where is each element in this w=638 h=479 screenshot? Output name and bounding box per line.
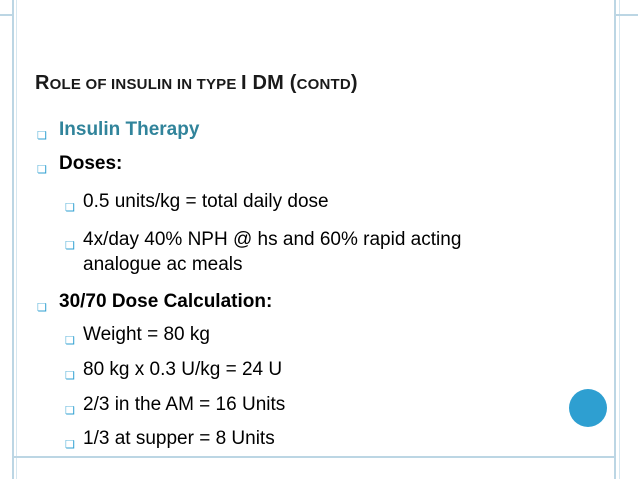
bullet-text: 2/3 in the AM = 16 Units [83, 394, 286, 415]
decorative-circle [569, 389, 607, 427]
bullet-text: 80 kg x 0.3 U/kg = 24 U [83, 359, 283, 380]
square-bullet-icon: ❏ [65, 202, 75, 214]
bullet-text: 4x/day 40% NPH @ hs and 60% rapid acting [83, 229, 462, 250]
frame-line-left-inner [16, 0, 17, 479]
frame-line-right-inner [619, 0, 620, 479]
square-bullet-icon: ❏ [65, 439, 75, 451]
bullet-text: 0.5 units/kg = total daily dose [83, 191, 329, 212]
bullet-text: Insulin Therapy [59, 119, 200, 140]
square-bullet-icon: ❏ [65, 335, 75, 347]
frame-line-top-right [614, 14, 638, 16]
bullet-text: 1/3 at supper = 8 Units [83, 428, 275, 449]
square-bullet-icon: ❏ [37, 130, 47, 142]
slide-title [35, 72, 358, 95]
title-part: R [35, 72, 50, 94]
square-bullet-icon: ❏ [65, 240, 75, 252]
title-part: CONTD [296, 76, 351, 93]
bullet-text: Doses: [59, 153, 123, 174]
frame-line-left [12, 0, 14, 479]
bullet-text: analogue ac meals [83, 254, 243, 275]
bullet-text: 30/70 Dose Calculation: [59, 291, 273, 312]
title-part: I DM ( [240, 72, 297, 94]
square-bullet-icon: ❏ [37, 164, 47, 176]
square-bullet-icon: ❏ [37, 302, 47, 314]
title-part: OLE OF INSULIN IN TYPE [49, 76, 241, 93]
square-bullet-icon: ❏ [65, 370, 75, 382]
frame-line-top-left [0, 14, 14, 16]
title-part: ) [350, 72, 358, 94]
frame-line-bottom [12, 456, 616, 458]
frame-line-right [614, 0, 616, 479]
square-bullet-icon: ❏ [65, 405, 75, 417]
bullet-text: Weight = 80 kg [83, 324, 210, 345]
